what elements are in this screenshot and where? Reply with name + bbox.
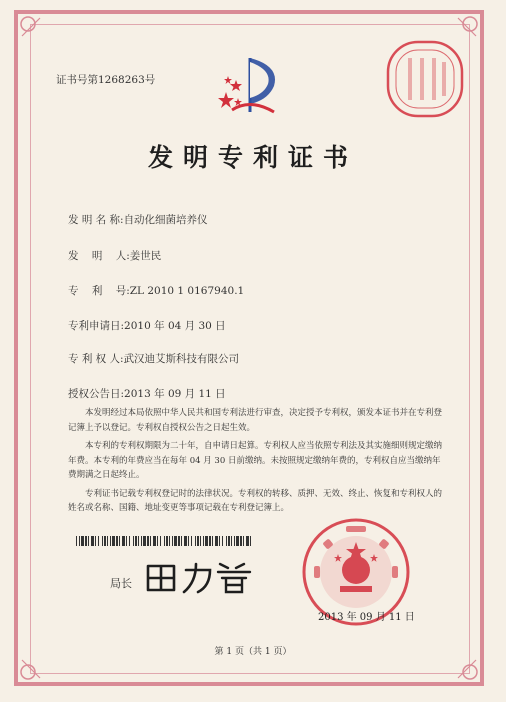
director-signature — [140, 556, 260, 596]
body-paragraph: 本发明经过本局依照中华人民共和国专利法进行审查，决定授予专利权，颁发本证书并在专利登记簿上予以登记。专利权自授权公告之日起生效。 — [68, 408, 443, 433]
corner-ornament-top-left — [14, 10, 60, 56]
patent-number-label: 专 利 号: — [68, 285, 130, 297]
field-patent-number — [68, 283, 244, 298]
agency-stamp — [382, 36, 468, 122]
body-paragraph: 本专利的专利权期限为二十年，自申请日起算。专利权人应当依照专利法及其实施细则规定缴纳年费。本专利的年费应当在每年 04 月 30 日前缴纳。未按照规定缴纳年费的，专利权自应当缴纳年费期满之日起终止。 — [68, 441, 443, 480]
certificate-title: 发明专利证书 — [147, 143, 358, 172]
inventor-label: 发 明 人: — [68, 250, 130, 262]
grant-date-label: 授权公告日: — [68, 388, 125, 400]
patent-office-emblem — [214, 52, 286, 122]
body-paragraph: 专利证书记载专利权登记时的法律状况。专利权的转移、质押、无效、终止、恢复和专利权人的姓名或名称、国籍、地址变更等事项记载在专利登记簿上。 — [68, 488, 443, 513]
field-invention-name — [68, 212, 208, 227]
inventor-value: 姜世民 — [129, 250, 162, 262]
field-patentee — [68, 351, 239, 366]
certificate-number: 证书号第1268263号 — [56, 74, 156, 86]
signature-title: 局长 — [110, 577, 132, 590]
barcode — [76, 536, 252, 546]
field-grant-date — [68, 386, 226, 401]
page-footer: 第 1 页（共 1 页） — [214, 647, 292, 657]
patent-number-value: ZL 2010 1 0167940.1 — [129, 285, 245, 297]
field-inventor — [68, 248, 161, 263]
field-filing-date — [68, 318, 226, 333]
invention-name-value: 自动化细菌培养仪 — [123, 214, 208, 226]
invention-name-label: 发 明 名 称: — [68, 214, 124, 226]
patentee-label: 专 利 权 人: — [68, 353, 124, 365]
filing-date-label: 专利申请日: — [68, 320, 125, 332]
certificate-body — [68, 406, 448, 516]
grant-date-value: 2013 年 09 月 11 日 — [124, 388, 226, 400]
seal-date: 2013 年 09 月 11 日 — [318, 612, 415, 623]
filing-date-value: 2010 年 04 月 30 日 — [124, 320, 226, 332]
patentee-value: 武汉迪艾斯科技有限公司 — [123, 353, 240, 365]
